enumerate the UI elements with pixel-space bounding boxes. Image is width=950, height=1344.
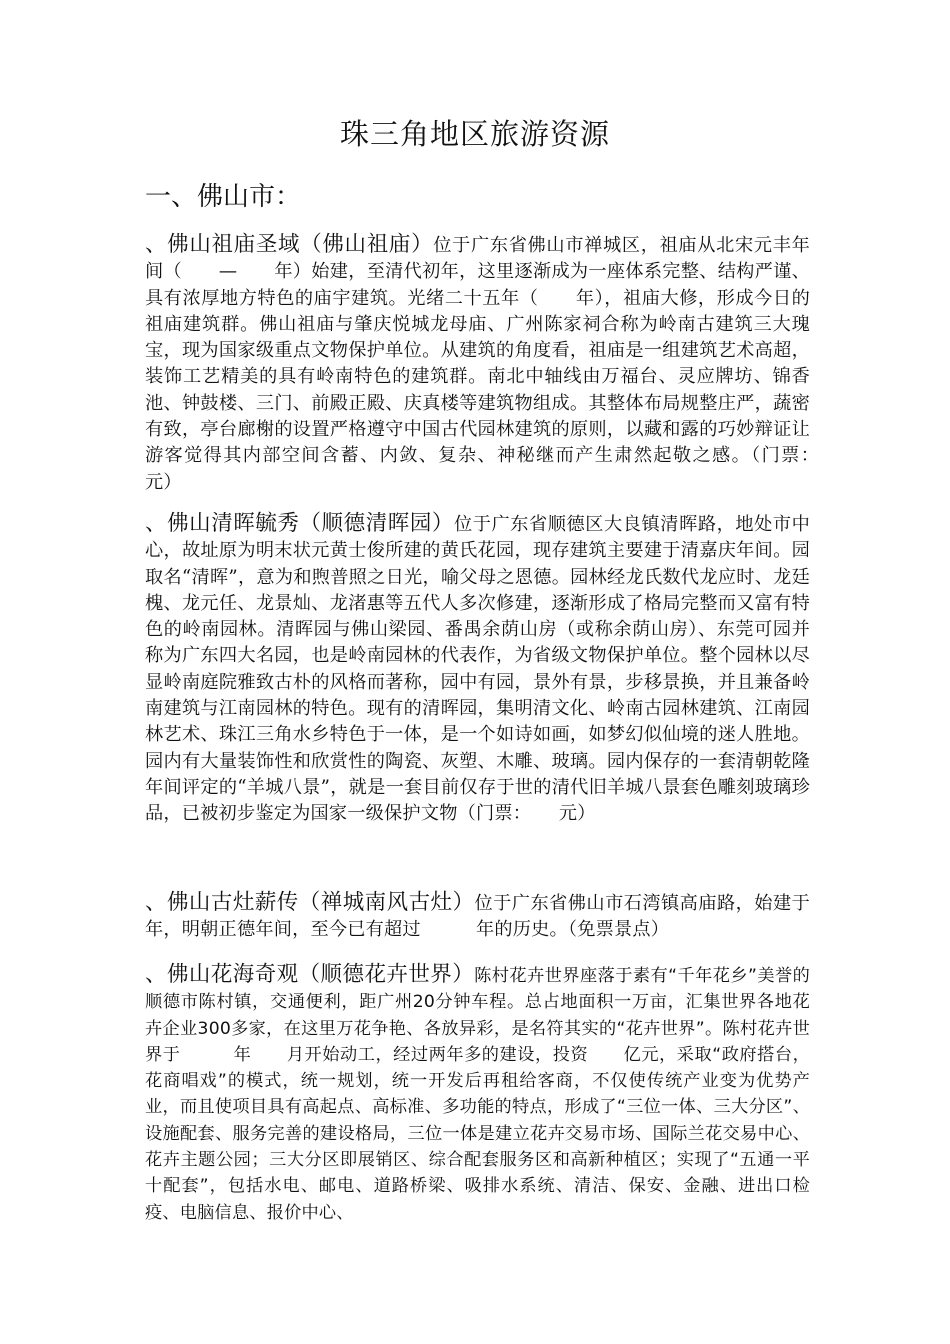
entry-nanfeng-ancient-kiln <box>145 890 866 944</box>
entry-foshan-ancestral-temple <box>145 232 847 496</box>
document-title: 珠三角地区旅游资源 <box>339 117 610 151</box>
section-heading: 一、佛山市： <box>145 182 302 212</box>
entry-body: 陈村花卉世界座落于素有“千年花乡”美誉的顺德市陈村镇，交通便利，距广州20分钟车程。总占地面积一万亩，汇集世界各地花卉企业300多家，在这里万花争艳、各放异彩，是名符其实的“花卉世界”。陈村花卉世界于 年 月开始动工，经过两年多的建设，投资 亿元，采取“政府搭台，花商唱戏”的模式，统一规划，统一开发后再租给客商，不仅使传统产业变为优势产业，而且使项目具有高起点、高标准、多功能的特点，形成了“三位一体、三大分区”、设施配套、服务完善的建设格局，三位一体是建立花卉交易市场、国际兰花交易中心、花卉主题公园；三大分区即展销区、综合配套服务区和高新种植区；实现了“五通一平十配套”，包括水电、邮电、道路桥梁、吸排水系统、清洁、保安、金融、进出口检疫、电脑信息、报价中心、 <box>145 966 810 1223</box>
entry-heading: 、佛山清晖毓秀（顺德清晖园） <box>145 511 454 536</box>
entry-body: 位于广东省佛山市石湾镇高庙路，始建于 年，明朝正德年间，至今已有超过 年的历史。（免票景点） <box>145 893 866 941</box>
entry-heading: 、佛山祖庙圣域（佛山祖庙） <box>145 232 434 257</box>
entry-body: 位于广东省顺德区大良镇清晖路，地处市中心，故址原为明末状元黄士俊所建的黄氏花园，现存建筑主要建于清嘉庆年间。园取名“清晖”，意为和煦普照之日光，喻父母之恩德。园林经龙氏数代龙应时、龙廷槐、龙元任、龙景灿、龙渚惠等五代人多次修建，逐渐形成了格局完整而又富有特色的岭南园林。清晖园与佛山梁园、番禺余荫山房（或称余荫山房）、东莞可园并称为广东四大名园，也是岭南园林的代表作，为省级文物保护单位。整个园林以尽显岭南庭院雅致古朴的风格而著称，园中有园，景外有景，步移景换，并且兼备岭南建筑与江南园林的特色。现有的清晖园，集明清文化、岭南古园林建筑、江南园林艺术、珠江三角水乡特色于一体，是一个如诗如画，如梦幻似仙境的迷人胜地。园内有大量装饰性和欣赏性的陶瓷、灰塑、木雕、玻璃。园内保存的一套清朝乾隆年间评定的“羊城八景”，就是一套目前仅存于世的清代旧羊城八景套色雕刻玻璃珍品，已被初步鉴定为国家一级保护文物（门票： 元） <box>145 514 810 825</box>
entry-heading: 、佛山古灶薪传（禅城南风古灶） <box>145 890 475 915</box>
entry-qinghui-garden <box>145 511 810 828</box>
entry-body: 位于广东省佛山市禅城区，祖庙从北宋元丰年间（ — 年）始建，至清代初年，这里逐渐成为一座体系完整、结构严谨、具有浓厚地方特色的庙宇建筑。光绪二十五年（ 年），祖庙大修，形成今日的祖庙建筑群。佛山祖庙与肇庆悦城龙母庙、广州陈家祠合称为岭南古建筑三大瑰宝，现为国家级重点文物保护单位。从建筑的角度看，祖庙是一组建筑艺术高超，装饰工艺精美的具有岭南特色的建筑群。南北中轴线由万福台、灵应牌坊、锦香池、钟鼓楼、三门、前殿正殿、庆真楼等建筑物组成。其整体布局规整庄严，蔬密有致，亭台廊榭的设置严格遵守中国古代园林建筑的原则，以藏和露的巧妙辩证让游客觉得其内部空间含蓄、内敛、复杂、神秘继而产生肃然起敬之感。（门票： 元） <box>145 235 847 493</box>
entry-heading: 、佛山花海奇观（顺德花卉世界） <box>145 962 475 987</box>
entry-flower-world <box>145 962 810 1226</box>
